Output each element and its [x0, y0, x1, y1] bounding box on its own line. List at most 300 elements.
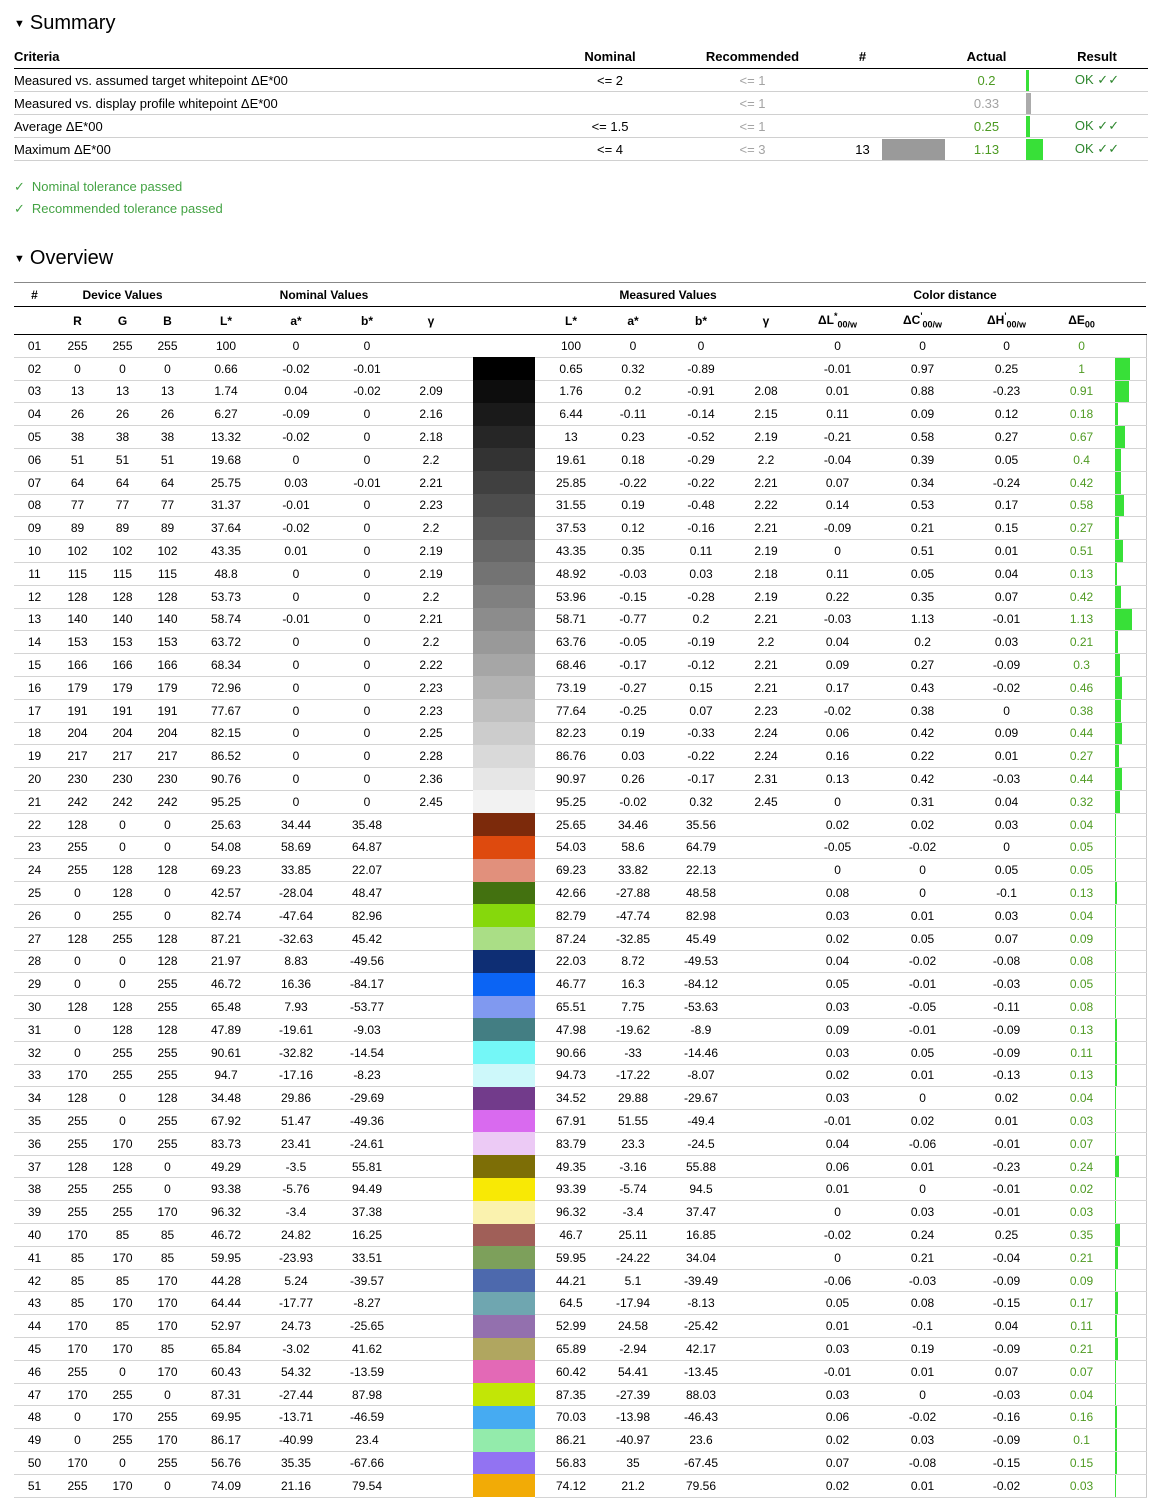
device-r: 170 [55, 1452, 100, 1475]
measured-a: 35 [601, 1452, 665, 1475]
delta-e-bar [1115, 859, 1116, 881]
row-number: 14 [14, 631, 55, 654]
delta-e-cell: 0.05 [1048, 973, 1115, 996]
nominal-a: 5.24 [262, 1269, 330, 1292]
table-row [14, 631, 1146, 654]
delta-c-cell: 0 [880, 1178, 965, 1201]
device-b: 128 [145, 585, 190, 608]
device-r: 204 [55, 722, 100, 745]
measured-a: -0.77 [601, 608, 665, 631]
device-g: 204 [100, 722, 145, 745]
row-number: 23 [14, 836, 55, 859]
measured-a: 0.23 [601, 426, 665, 449]
measured-a: -3.16 [601, 1155, 665, 1178]
nominal-b: -49.36 [330, 1110, 404, 1133]
device-g: 255 [100, 1383, 145, 1406]
delta-e-bar [1115, 951, 1116, 973]
delta-h-cell: 0.25 [965, 1224, 1048, 1247]
delta-e-cell: 0.08 [1048, 950, 1115, 973]
measured-l: 47.98 [541, 1018, 601, 1041]
delta-h-cell: -0.03 [965, 1383, 1048, 1406]
delta-c-cell: 0.09 [880, 403, 965, 426]
measured-l: 25.65 [541, 813, 601, 836]
measured-a: 5.1 [601, 1269, 665, 1292]
spacer [458, 996, 473, 1019]
summary-title: Summary [29, 12, 116, 34]
nominal-l: 72.96 [190, 676, 262, 699]
table-row [14, 608, 1146, 631]
group-header-measured-values: Measured Values [541, 283, 795, 307]
delta-c-cell: 0.42 [880, 722, 965, 745]
table-row [14, 1269, 1146, 1292]
color-swatch [473, 1406, 535, 1429]
delta-e-cell: 0.04 [1048, 904, 1115, 927]
delta-e-bar [1115, 1133, 1116, 1155]
row-number: 48 [14, 1406, 55, 1429]
device-b: 51 [145, 448, 190, 471]
measured-l: 82.23 [541, 722, 601, 745]
measured-gamma [737, 1155, 795, 1178]
delta-h-cell: -0.01 [965, 1178, 1048, 1201]
col-header-measured-a: a* [601, 307, 665, 335]
measured-a: 51.55 [601, 1110, 665, 1133]
table-row [14, 357, 1146, 380]
spacer [458, 1315, 473, 1338]
nominal-l: 42.57 [190, 882, 262, 905]
delta-h-cell: 0.25 [965, 357, 1048, 380]
nominal-a: -47.64 [262, 904, 330, 927]
nominal-l: 21.97 [190, 950, 262, 973]
row-number: 10 [14, 540, 55, 563]
measured-l: 90.97 [541, 768, 601, 791]
nominal-gamma: 2.18 [404, 426, 458, 449]
delta-h-cell: 0.09 [965, 722, 1048, 745]
table-row [14, 836, 1146, 859]
measured-a: 54.41 [601, 1360, 665, 1383]
nominal-gamma [404, 1224, 458, 1247]
delta-e-bar-cell [1115, 1360, 1146, 1383]
spacer [458, 1110, 473, 1133]
nominal-b: 0 [330, 403, 404, 426]
color-swatch [473, 790, 535, 813]
delta-e-bar [1115, 631, 1118, 653]
delta-e-bar-cell [1115, 996, 1146, 1019]
delta-e-bar-cell [1115, 562, 1146, 585]
delta-c-cell: 0.05 [880, 1041, 965, 1064]
device-g: 64 [100, 471, 145, 494]
measured-b: -67.45 [665, 1452, 737, 1475]
measured-b: 0.32 [665, 790, 737, 813]
nominal-b: -0.01 [330, 471, 404, 494]
nominal-gamma [404, 1018, 458, 1041]
nominal-l: 43.35 [190, 540, 262, 563]
device-r: 170 [55, 1338, 100, 1361]
delta-h-cell: -0.03 [965, 973, 1048, 996]
device-b: 242 [145, 790, 190, 813]
delta-c-cell: 0.03 [880, 1429, 965, 1452]
delta-e-bar-cell [1115, 676, 1146, 699]
delta-l-cell: -0.03 [795, 608, 880, 631]
delta-c-cell: 0.24 [880, 1224, 965, 1247]
spacer [458, 335, 473, 358]
delta-e-bar [1115, 426, 1125, 448]
measured-b: -0.19 [665, 631, 737, 654]
nominal-a: -17.16 [262, 1064, 330, 1087]
delta-e-bar [1115, 403, 1118, 425]
delta-e-bar-cell [1115, 1224, 1146, 1247]
spacer [458, 1064, 473, 1087]
table-row [14, 380, 1146, 403]
nominal-b: 0 [330, 722, 404, 745]
delta-e-cell: 0.05 [1048, 859, 1115, 882]
nominal-l: 58.74 [190, 608, 262, 631]
delta-c-cell: -0.01 [880, 973, 965, 996]
color-swatch [473, 471, 535, 494]
delta-h-cell: -0.01 [965, 1132, 1048, 1155]
delta-l-cell: 0.04 [795, 950, 880, 973]
nominal-a: 24.82 [262, 1224, 330, 1247]
delta-e-bar [1115, 1475, 1116, 1497]
nominal-a: 0 [262, 335, 330, 358]
nominal-a: -0.01 [262, 494, 330, 517]
delta-e-bar [1115, 882, 1117, 904]
table-row [14, 540, 1146, 563]
spacer [458, 973, 473, 996]
delta-c-cell: 0.51 [880, 540, 965, 563]
measured-a: 0.18 [601, 448, 665, 471]
device-b: 0 [145, 1383, 190, 1406]
measured-gamma: 2.23 [737, 699, 795, 722]
device-b: 255 [145, 996, 190, 1019]
measured-a: 0.2 [601, 380, 665, 403]
row-number: 34 [14, 1087, 55, 1110]
device-r: 217 [55, 745, 100, 768]
device-g: 128 [100, 1018, 145, 1041]
delta-e-bar [1115, 1315, 1117, 1337]
nominal-a: -3.4 [262, 1201, 330, 1224]
table-row [14, 882, 1146, 905]
device-r: 255 [55, 1132, 100, 1155]
result-cell: OK ✓✓ [1046, 138, 1148, 161]
measured-b: -14.46 [665, 1041, 737, 1064]
table-row [14, 1201, 1146, 1224]
row-number: 30 [14, 996, 55, 1019]
nominal-b: 0 [330, 494, 404, 517]
device-g: 170 [100, 1132, 145, 1155]
row-number: 33 [14, 1064, 55, 1087]
table-row [14, 745, 1146, 768]
nominal-a: 7.93 [262, 996, 330, 1019]
measured-gamma: 2.21 [737, 654, 795, 677]
delta-e-bar-cell [1115, 1018, 1146, 1041]
spacer [458, 1018, 473, 1041]
nominal-b: -84.17 [330, 973, 404, 996]
nominal-a: 0 [262, 585, 330, 608]
collapse-triangle-icon[interactable]: ▼ [14, 253, 25, 265]
spacer [458, 1360, 473, 1383]
delta-c-cell: 0.02 [880, 813, 965, 836]
measured-l: 25.85 [541, 471, 601, 494]
measured-gamma [737, 813, 795, 836]
delta-h-cell: 0.04 [965, 562, 1048, 585]
delta-l-cell: 0.09 [795, 1018, 880, 1041]
device-r: 0 [55, 1041, 100, 1064]
delta-e-bar-cell [1115, 790, 1146, 813]
delta-e-bar [1115, 1361, 1116, 1383]
row-number: 21 [14, 790, 55, 813]
count-cell: 13 [845, 138, 880, 161]
table-row [14, 1224, 1146, 1247]
device-r: 0 [55, 904, 100, 927]
table-row [14, 790, 1146, 813]
summary-section-header [14, 0, 1148, 35]
delta-e-bar [1115, 517, 1119, 539]
device-b: 0 [145, 357, 190, 380]
table-row [14, 448, 1146, 471]
nominal-a: 0 [262, 654, 330, 677]
spacer [458, 745, 473, 768]
device-g: 0 [100, 836, 145, 859]
group-header-bar-spacer [1115, 283, 1146, 307]
col-header-actual-bar [1026, 45, 1046, 69]
spacer [458, 1452, 473, 1475]
table-row [14, 996, 1146, 1019]
delta-e-cell: 0.13 [1048, 882, 1115, 905]
device-r: 26 [55, 403, 100, 426]
device-b: 255 [145, 335, 190, 358]
delta-c-cell: -0.02 [880, 950, 965, 973]
device-g: 230 [100, 768, 145, 791]
nominal-l: 90.76 [190, 768, 262, 791]
criteria-cell: Maximum ΔE*00 [14, 138, 560, 161]
nominal-b: -13.59 [330, 1360, 404, 1383]
measured-b: -49.4 [665, 1110, 737, 1133]
measured-b: -0.22 [665, 745, 737, 768]
device-b: 204 [145, 722, 190, 745]
row-number: 41 [14, 1246, 55, 1269]
color-swatch [473, 927, 535, 950]
delta-e-cell: 0.42 [1048, 471, 1115, 494]
spacer [458, 1429, 473, 1452]
delta-e-bar [1115, 1156, 1119, 1178]
delta-e-cell: 0.44 [1048, 722, 1115, 745]
measured-gamma [737, 1041, 795, 1064]
delta-e-bar-cell [1115, 1155, 1146, 1178]
nominal-gamma [404, 1246, 458, 1269]
delta-h-cell: -0.16 [965, 1406, 1048, 1429]
nominal-gamma [404, 904, 458, 927]
delta-l-cell: -0.21 [795, 426, 880, 449]
delta-e-cell: 0.44 [1048, 768, 1115, 791]
measured-gamma: 2.08 [737, 380, 795, 403]
color-swatch [473, 1315, 535, 1338]
col-header-swatch [473, 307, 535, 335]
delta-e-cell: 0.03 [1048, 1110, 1115, 1133]
delta-e-bar [1115, 609, 1132, 631]
summary-row [14, 138, 1148, 161]
measured-gamma [737, 1269, 795, 1292]
device-r: 140 [55, 608, 100, 631]
color-swatch [473, 813, 535, 836]
nominal-a: -23.93 [262, 1246, 330, 1269]
delta-l-cell: 0.01 [795, 1315, 880, 1338]
nominal-gamma [404, 859, 458, 882]
summary-row [14, 115, 1148, 138]
color-swatch [473, 1155, 535, 1178]
count-cell [845, 69, 880, 92]
measured-l: 63.76 [541, 631, 601, 654]
measured-l: 86.21 [541, 1429, 601, 1452]
delta-e-bar-cell [1115, 1406, 1146, 1429]
nominal-a: -28.04 [262, 882, 330, 905]
delta-h-cell: -0.04 [965, 1246, 1048, 1269]
device-r: 0 [55, 1429, 100, 1452]
device-b: 255 [145, 1132, 190, 1155]
device-b: 102 [145, 540, 190, 563]
delta-h-cell: -0.09 [965, 1429, 1048, 1452]
col-header-nominal-l: L* [190, 307, 262, 335]
spacer [458, 517, 473, 540]
delta-l-cell: 0 [795, 335, 880, 358]
device-r: 128 [55, 813, 100, 836]
measured-a: 34.46 [601, 813, 665, 836]
device-r: 191 [55, 699, 100, 722]
device-b: 128 [145, 1087, 190, 1110]
measured-a: 29.88 [601, 1087, 665, 1110]
delta-e-bar [1115, 381, 1129, 403]
delta-c-cell: 0.19 [880, 1338, 965, 1361]
measured-gamma: 2.31 [737, 768, 795, 791]
measured-l: 96.32 [541, 1201, 601, 1224]
measured-l: 65.89 [541, 1338, 601, 1361]
nominal-gamma [404, 1406, 458, 1429]
nominal-a: -40.99 [262, 1429, 330, 1452]
delta-e-bar-cell [1115, 380, 1146, 403]
delta-e-bar-cell [1115, 517, 1146, 540]
device-b: 191 [145, 699, 190, 722]
nominal-b: 0 [330, 654, 404, 677]
delta-h-cell: 0.12 [965, 403, 1048, 426]
row-number: 47 [14, 1383, 55, 1406]
delta-c-cell: -0.03 [880, 1269, 965, 1292]
measured-gamma [737, 1338, 795, 1361]
row-number: 31 [14, 1018, 55, 1041]
delta-h-cell: 0.17 [965, 494, 1048, 517]
delta-e-bar [1115, 1019, 1117, 1041]
delta-h-cell: 0.04 [965, 790, 1048, 813]
delta-h-cell: 0.05 [965, 859, 1048, 882]
color-swatch [473, 357, 535, 380]
nominal-b: 16.25 [330, 1224, 404, 1247]
color-swatch [473, 494, 535, 517]
spacer [458, 768, 473, 791]
delta-c-cell: 0.01 [880, 1064, 965, 1087]
delta-e-cell: 0.21 [1048, 1246, 1115, 1269]
nominal-gamma [404, 335, 458, 358]
measured-gamma [737, 357, 795, 380]
spacer [458, 1269, 473, 1292]
table-row [14, 927, 1146, 950]
delta-l-cell: 0.06 [795, 1155, 880, 1178]
row-number: 51 [14, 1474, 55, 1497]
delta-h-cell: -0.08 [965, 950, 1048, 973]
measured-a: -17.22 [601, 1064, 665, 1087]
nominal-a: 54.32 [262, 1360, 330, 1383]
measured-b: -39.49 [665, 1269, 737, 1292]
delta-c-cell: 0 [880, 1087, 965, 1110]
table-row [14, 335, 1146, 358]
delta-e-bar [1115, 723, 1122, 745]
table-row [14, 1155, 1146, 1178]
delta-c-cell: 0.53 [880, 494, 965, 517]
device-g: 26 [100, 403, 145, 426]
delta-e-bar-cell [1115, 950, 1146, 973]
delta-e-bar [1115, 586, 1121, 608]
nominal-gamma: 2.28 [404, 745, 458, 768]
measured-b: -53.63 [665, 996, 737, 1019]
spacer [458, 1178, 473, 1201]
delta-c-cell: 0.88 [880, 380, 965, 403]
nominal-gamma: 2.22 [404, 654, 458, 677]
collapse-triangle-icon[interactable]: ▼ [14, 18, 25, 30]
nominal-b: 45.42 [330, 927, 404, 950]
table-row [14, 722, 1146, 745]
measured-a: -27.39 [601, 1383, 665, 1406]
delta-e-bar-cell [1115, 768, 1146, 791]
measured-b: 94.5 [665, 1178, 737, 1201]
nominal-l: 100 [190, 335, 262, 358]
measured-l: 87.35 [541, 1383, 601, 1406]
delta-h-cell: -0.24 [965, 471, 1048, 494]
color-swatch [473, 745, 535, 768]
measured-a: -19.62 [601, 1018, 665, 1041]
delta-l-cell: 0.08 [795, 882, 880, 905]
nominal-l: 47.89 [190, 1018, 262, 1041]
measured-a: -0.05 [601, 631, 665, 654]
overview-section-header [14, 220, 1148, 270]
measured-l: 1.76 [541, 380, 601, 403]
delta-h-cell: 0.07 [965, 585, 1048, 608]
spacer [458, 494, 473, 517]
delta-e-bar-cell [1115, 1041, 1146, 1064]
nominal-a: -13.71 [262, 1406, 330, 1429]
device-g: 191 [100, 699, 145, 722]
color-swatch [473, 1110, 535, 1133]
device-r: 128 [55, 1087, 100, 1110]
spacer [458, 448, 473, 471]
delta-h-cell: 0.01 [965, 745, 1048, 768]
result-cell: OK ✓✓ [1046, 69, 1148, 92]
measured-gamma [737, 1474, 795, 1497]
nominal-l: 46.72 [190, 1224, 262, 1247]
color-swatch [473, 380, 535, 403]
count-bar-cell [880, 115, 947, 138]
nominal-b: 87.98 [330, 1383, 404, 1406]
color-swatch [473, 517, 535, 540]
device-g: 0 [100, 1360, 145, 1383]
row-number: 43 [14, 1292, 55, 1315]
measured-b: 0.2 [665, 608, 737, 631]
delta-e-bar [1115, 449, 1121, 471]
nominal-b: 0 [330, 517, 404, 540]
nominal-gamma: 2.19 [404, 562, 458, 585]
nominal-b: -14.54 [330, 1041, 404, 1064]
delta-l-cell: 0.03 [795, 904, 880, 927]
nominal-gamma: 2.21 [404, 471, 458, 494]
device-g: 85 [100, 1269, 145, 1292]
delta-c-cell: 0 [880, 335, 965, 358]
device-b: 179 [145, 676, 190, 699]
